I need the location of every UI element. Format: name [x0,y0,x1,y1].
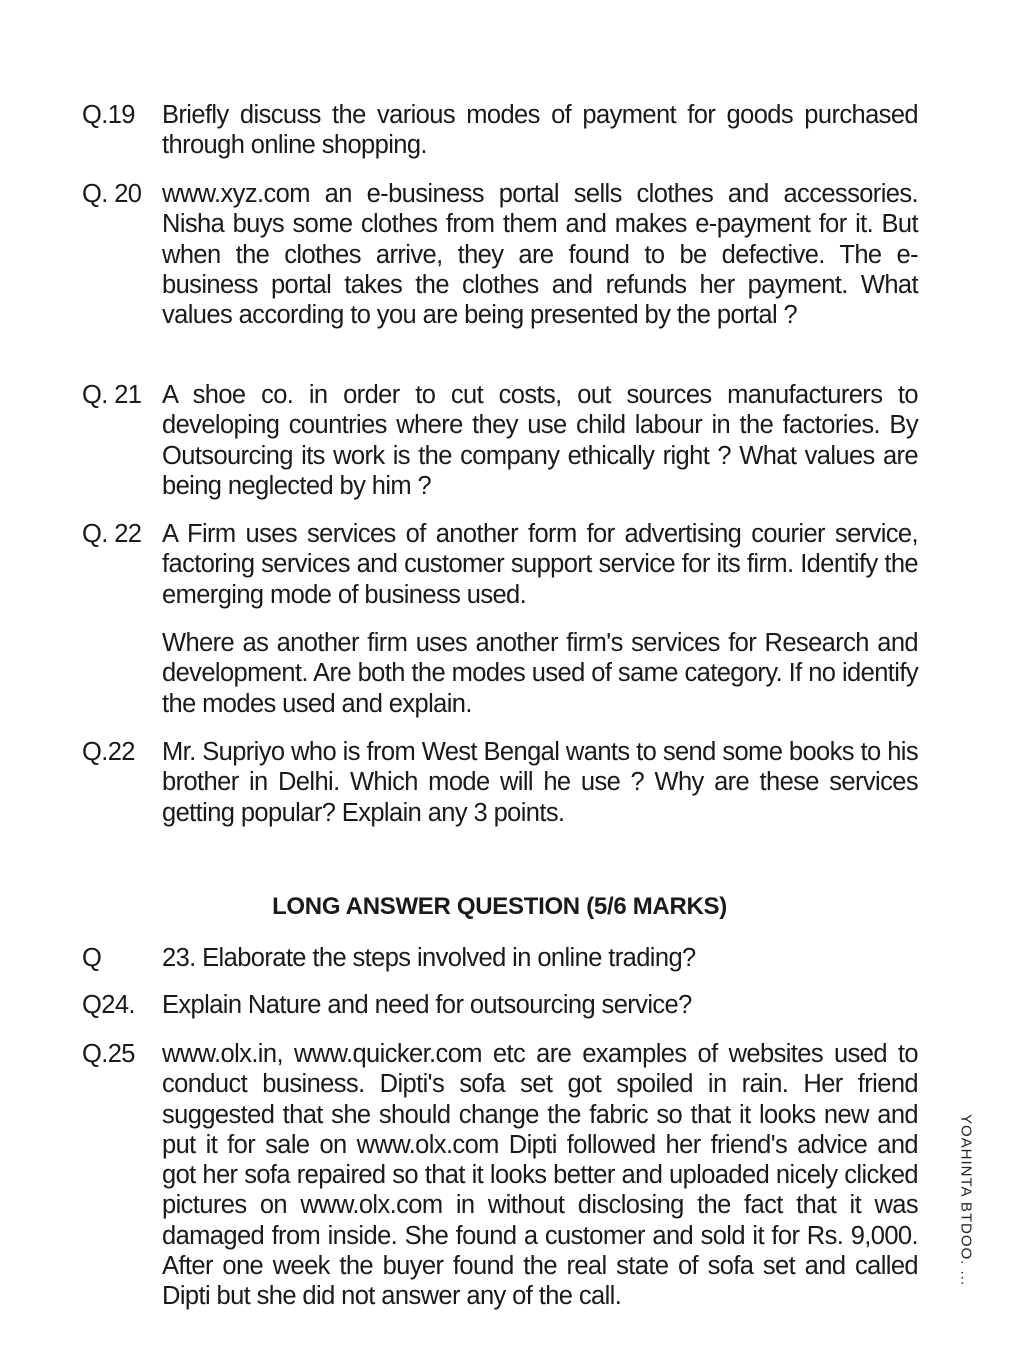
question-number: Q24. [82,991,135,1019]
question-20 [82,179,918,330]
question-25 [82,1039,918,1312]
question-text: Mr. Supriyo who is from West Bengal wants to send some books to his brother in Delhi. Which mode will he use ? Why are these services getting popular? Explain any 3 points. [162,738,918,827]
question-number: Q.19 [82,101,135,129]
question-24 [82,990,918,1020]
question-23 [82,943,918,973]
question-text: A shoe co. in order to cut costs, out sources manufacturers to developing countries where they use child labour in the factories. By Outsourcing its work is the company ethically right ? What values are being neglected by him ? [162,381,918,500]
question-text: 23. Elaborate the steps involved in online trading? [162,944,696,972]
question-text: www.xyz.com an e-business portal sells clothes and accessories. Nisha buys some clothes from them and makes e-payment for it. But when the clothes arrive, they are found to be defective. The e-business portal takes the clothes and refunds her payment. What values according to you are being presented by the portal ? [162,180,918,330]
question-number: Q.25 [82,1040,135,1068]
question-text: A Firm uses services of another form for advertising courier service, factoring services and customer support service for its firm. Identify the emerging mode of business used. [162,520,918,609]
question-text: www.olx.in, www.quicker.com etc are examples of websites used to conduct business. Dipti's sofa set got spoiled in rain. Her friend suggested that she should change the fabric so that it looks new and put it for sale on www.olx.com Dipti followed her friend's advice and got her sofa repaired so that it looks better and uploaded nicely clicked pictures on www.olx.com in without disclosing the fact that it was damaged from inside. She found a customer and sold it for Rs. 9,000. After one week the buyer found the real state of sofa set and called Dipti but she did not answer any of the call. [162,1040,918,1311]
margin-stamp [946,1105,986,1295]
question-22a-continuation: Where as another firm uses another firm's services for Research and development. Are both the modes used of same category. If no identify the modes used and explain. [162,629,918,718]
margin-stamp-text: YOAHINTA BTDOO. ... [957,1113,975,1287]
question-22b [82,737,918,828]
question-number: Q. 21 [82,381,142,409]
question-text: Briefly discuss the various modes of payment for goods purchased through online shopping. [162,101,918,160]
question-number: Q.22 [82,738,135,766]
question-19 [82,100,918,161]
question-text: Explain Nature and need for outsourcing service? [162,991,692,1019]
question-number: Q. 22 [82,520,142,548]
question-21 [82,380,918,501]
question-number: Q [82,944,102,972]
question-number: Q. 20 [82,180,142,208]
section-heading: LONG ANSWER QUESTION (5/6 MARKS) [272,893,727,920]
question-22a [82,519,918,610]
